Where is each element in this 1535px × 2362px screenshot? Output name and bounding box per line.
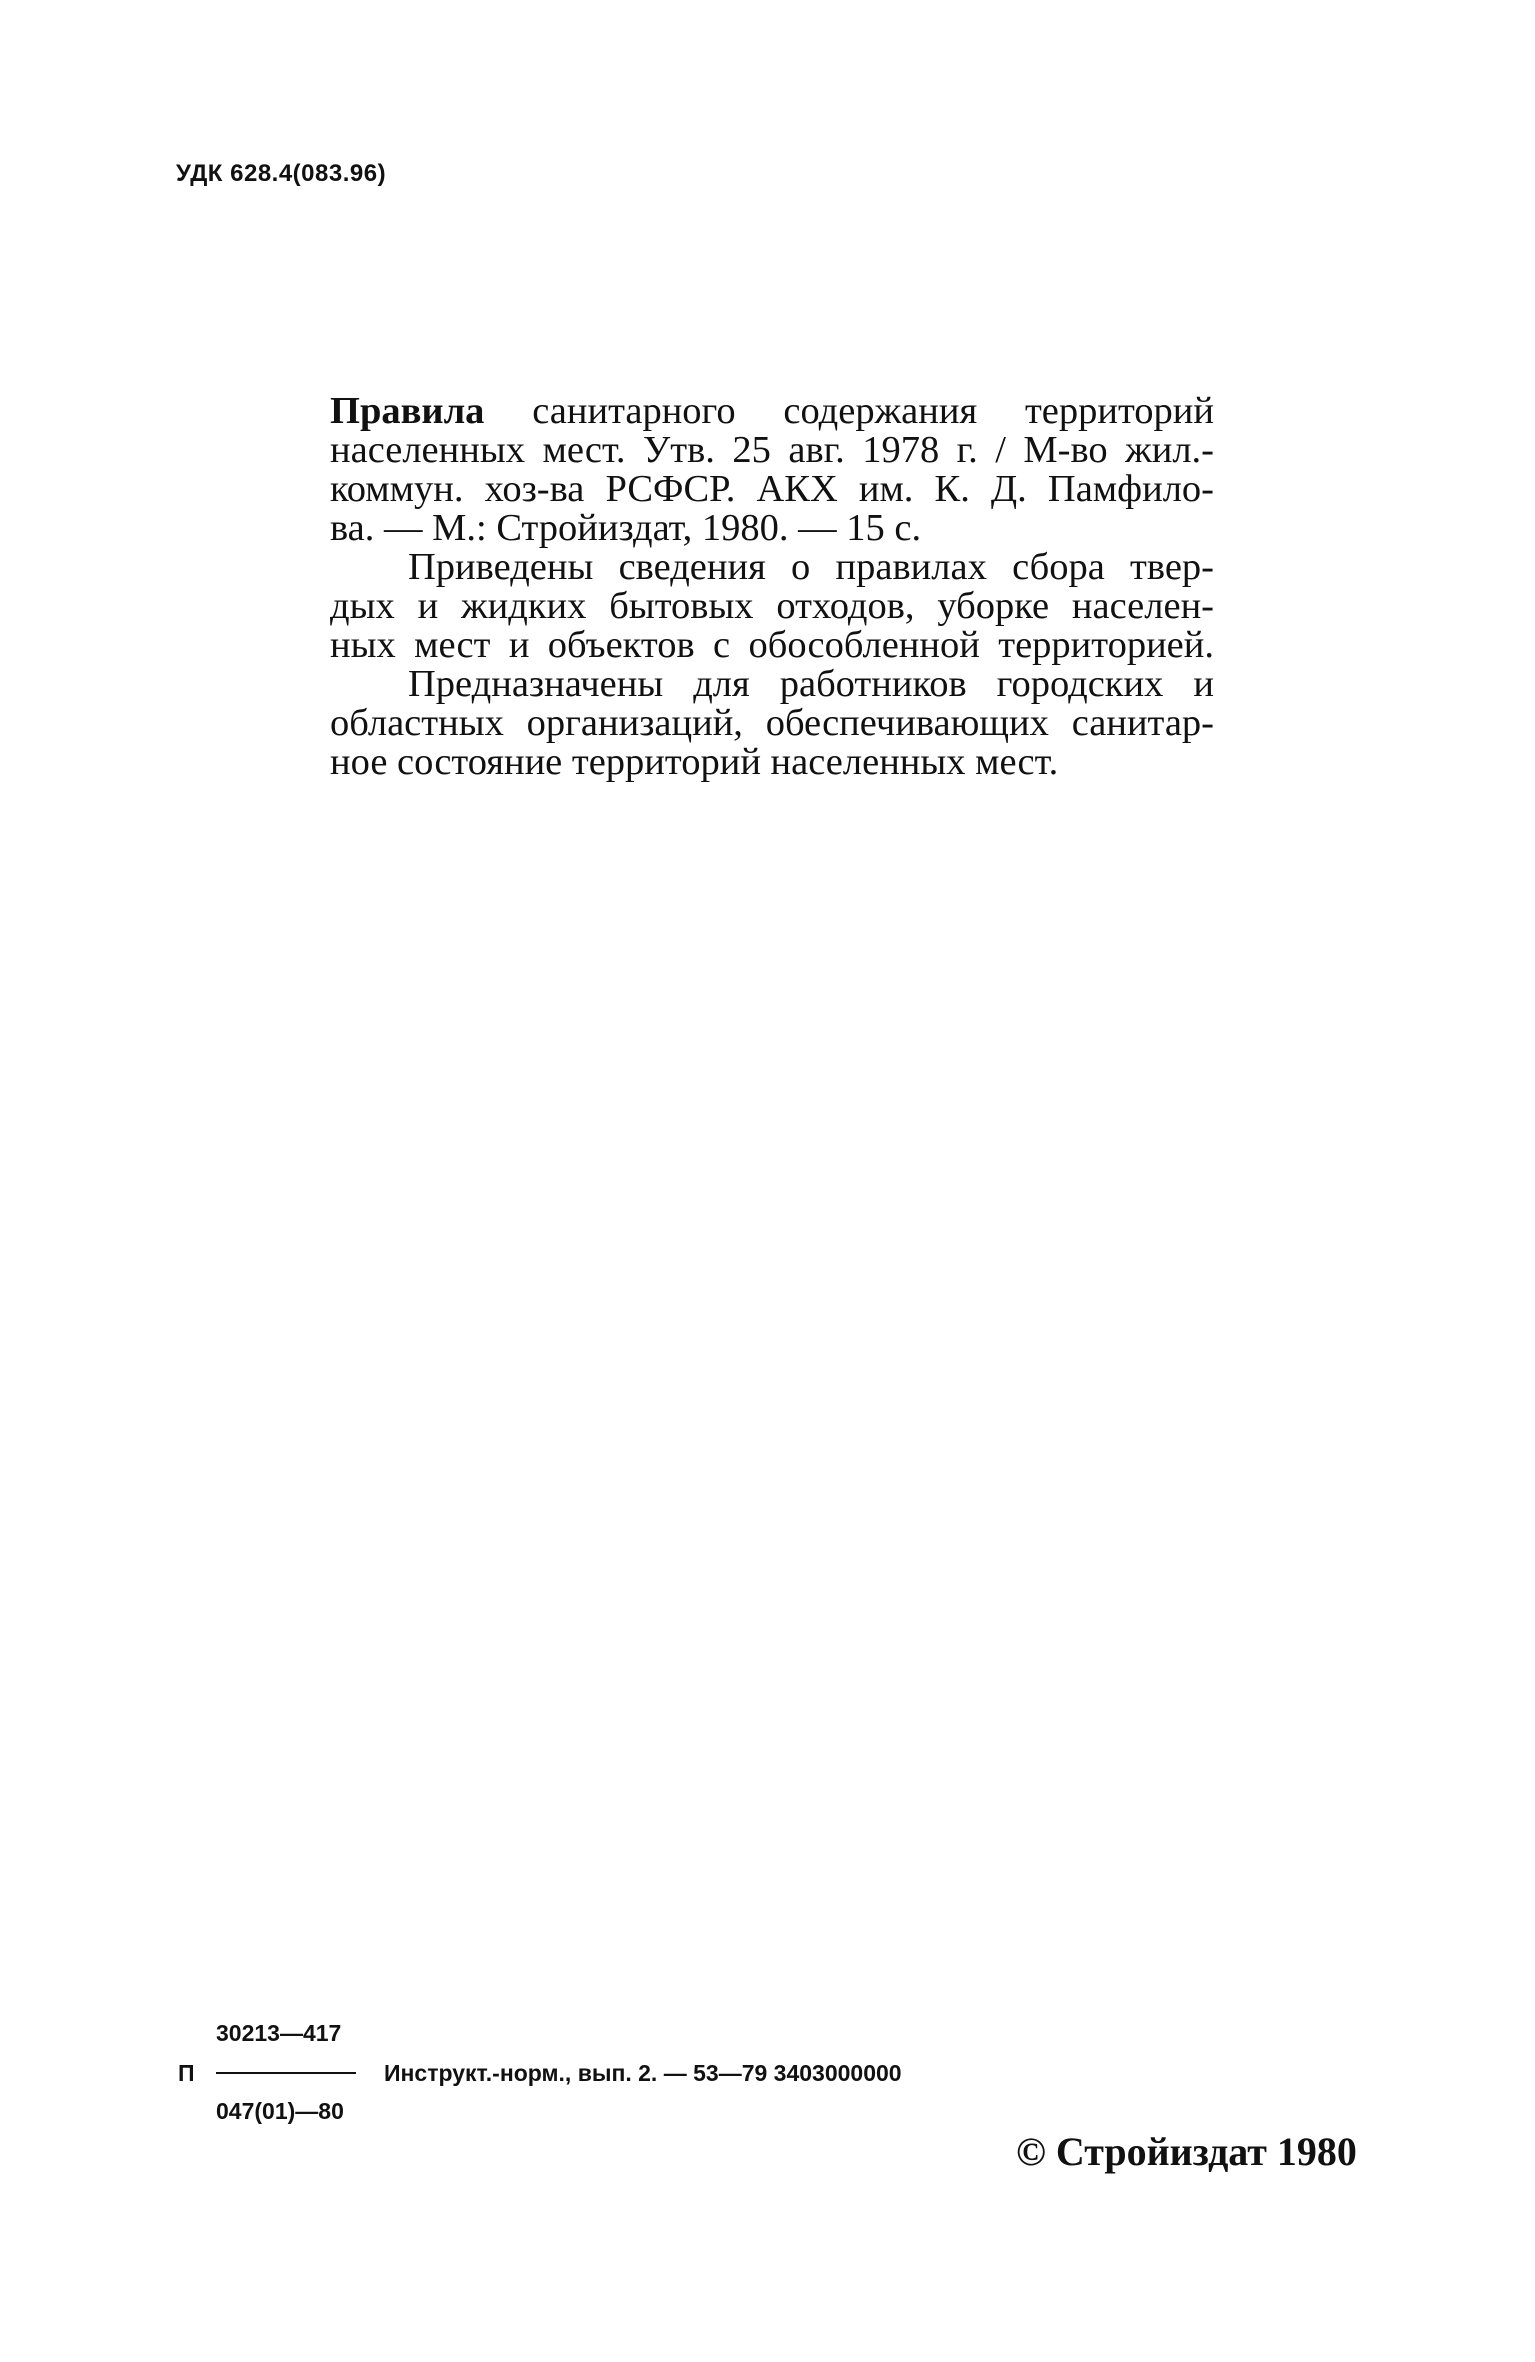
abstract-line: коммун. хоз-ва РСФСР. АКХ им. К. Д. Памфило-: [330, 468, 1214, 510]
abstract-line: населенных мест. Утв. 25 авг. 1978 г. / М-во жил.-: [330, 429, 1214, 471]
imprint-denominator: 047(01)—80: [216, 2098, 344, 2124]
audience-paragraph: [330, 665, 1214, 782]
imprint-series: Инструкт.-норм., вып. 2. — 53—79 3403000000: [384, 2060, 902, 2086]
bibliographic-abstract: [330, 392, 1214, 782]
abstract-line: ное состояние территорий населенных мест.: [330, 741, 1059, 783]
title-bold: Правила: [330, 390, 485, 432]
fraction-bar: [216, 2072, 356, 2074]
abstract-line: Приведены сведения о правилах сбора твер-: [408, 546, 1214, 588]
imprint-numerator: 30213—417: [216, 2020, 342, 2046]
udk-code: УДК 628.4(083.96): [176, 160, 387, 187]
imprint-prefix: П: [178, 2060, 195, 2086]
abstract-line: Предназначены для работников городских и: [408, 663, 1214, 705]
abstract-line-text: санитарного содержания территорий: [484, 390, 1214, 432]
bibliographic-description: [330, 392, 1214, 548]
abstract-line: [330, 392, 1214, 431]
abstract-line: ва. — М.: Стройиздат, 1980. — 15 с.: [330, 507, 922, 549]
copyright-notice: © Стройиздат 1980: [1016, 2129, 1357, 2174]
abstract-line: областных организаций, обеспечивающих санитар-: [330, 702, 1214, 744]
annotation-paragraph: [330, 548, 1214, 665]
abstract-line: дых и жидких бытовых отходов, уборке населен-: [330, 585, 1214, 627]
abstract-line: ных мест и объектов с обособленной территорией.: [330, 624, 1214, 666]
